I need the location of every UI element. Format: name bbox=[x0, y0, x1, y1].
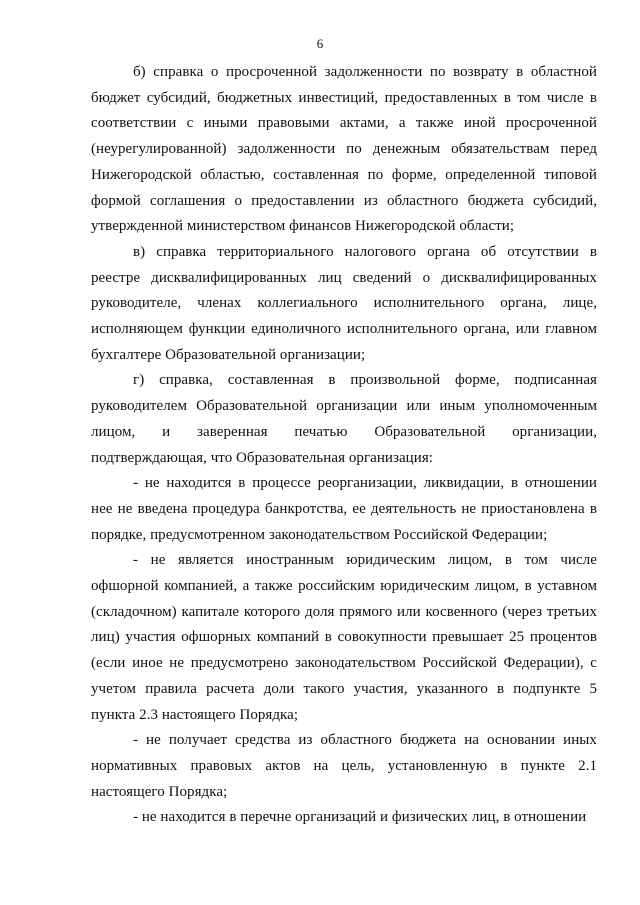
document-body bbox=[91, 60, 597, 831]
paragraph-v-tax-authority-certificate: в) справка территориального налогового органа об отсутствии в реестре дисквалифицированных лиц сведений о дисквалифицированных руководителе, членах коллегиального исполнительного органа, лице, исполняющем функции единоличного исполнительного органа, или главном бухгалтере Образовательной организации; bbox=[91, 243, 597, 363]
paragraph-b-debt-certificate: б) справка о просроченной задолженности по возврату в областной бюджет субсидий, бюджетных инвестиций, предоставленных в том числе в соответствии с иными правовыми актами, а также иной просроченной (неурегулированной) задолженности по денежным обязательствам перед Нижегородской областью, составленная по форме, определенной типовой формой соглашения о предоставлении из областного бюджета субсидий, утвержденной министерством финансов Нижегородской области; bbox=[91, 64, 597, 235]
list-item-not-receiving-funds: - не получает средства из областного бюджета на основании иных нормативных правовых актов на цель, установленную в пункте 2.1 настоящего Порядка; bbox=[91, 732, 597, 800]
page-number: 6 bbox=[316, 36, 324, 51]
list-item-not-in-sanctions-list: - не находится в перечне организаций и физических лиц, в отношении bbox=[133, 809, 587, 826]
paragraph-g-free-form-certificate: г) справка, составленная в произвольной форме, подписанная руководителем Образовательной организации или иным уполномоченным лицом, и заверенная печатью Образовательной организации, подтверждающая, что Образовательная организация: bbox=[91, 372, 597, 466]
list-item-not-in-reorganization: - не находится в процессе реорганизации, ликвидации, в отношении нее не введена процедура банкротства, ее деятельность не приостановлена в порядке, предусмотренном законодательством Российской Федерации; bbox=[91, 475, 597, 543]
list-item-not-foreign-entity: - не является иностранным юридическим лицом, в том числе офшорной компанией, а также российским юридическим лицом, в уставном (складочном) капитале которого доля прямого или косвенного (через третьих лиц) участия офшорных компаний в совокупности превышает 25 процентов (если иное не предусмотрено законодательством Российской Федерации), с учетом правила расчета доли такого участия, указанного в подпункте 5 пункта 2.3 настоящего Порядка; bbox=[91, 552, 597, 723]
